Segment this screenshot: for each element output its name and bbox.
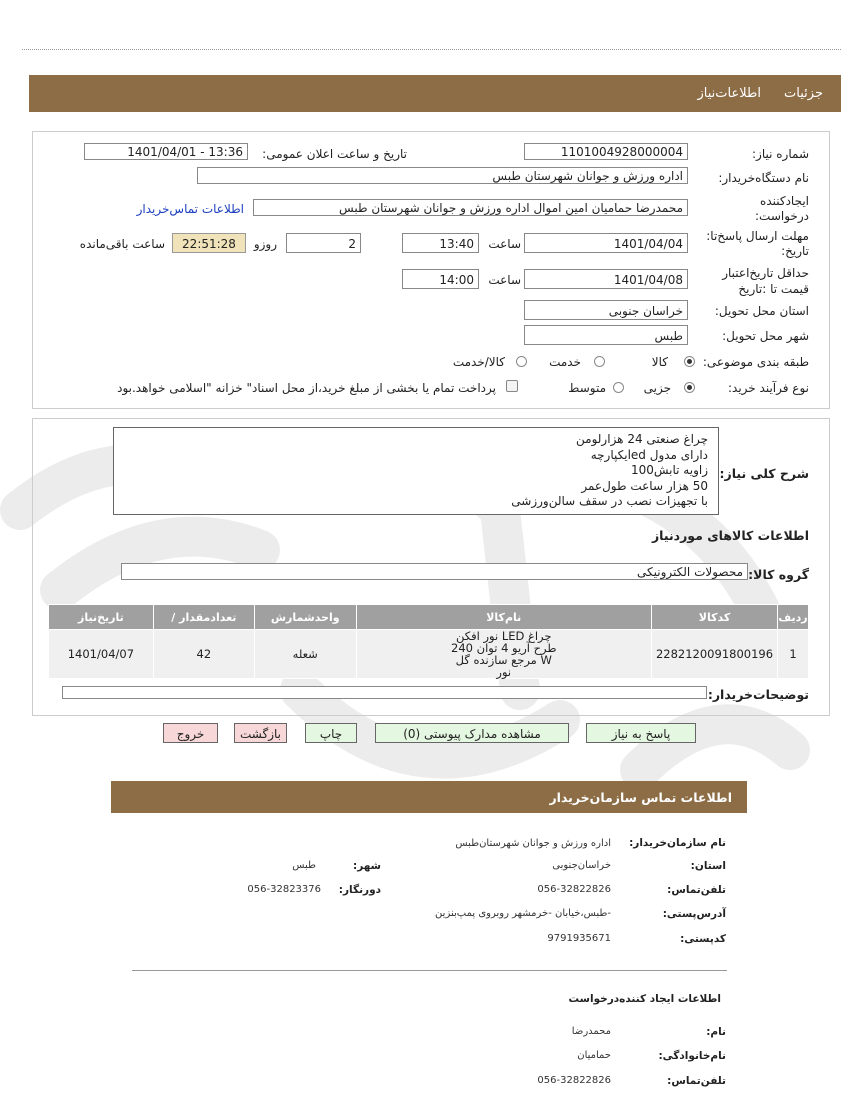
- days-label: روزو: [253, 237, 277, 251]
- province-label: استان محل تحویل:: [714, 304, 809, 318]
- deadline-label-2: تاریخ:: [781, 244, 809, 258]
- need-number-field: 1101004928000004: [524, 143, 688, 160]
- postal-label: کدپستی:: [680, 933, 726, 945]
- top-divider: [22, 49, 841, 50]
- cell-code: 2282120091800196: [651, 630, 777, 679]
- contact-divider: [132, 970, 727, 971]
- category-label: طبقه بندی موضوعی:: [702, 355, 809, 369]
- announce-field: 1401/04/01 - 13:36: [84, 143, 248, 160]
- attachments-button[interactable]: مشاهده مدارک پیوستی (0): [375, 723, 569, 743]
- process-label: نوع فرآیند خرید:: [728, 381, 809, 395]
- deadline-time-field: 13:40: [402, 233, 479, 253]
- validity-time-field: 14:00: [402, 269, 479, 289]
- buyer-field: اداره ورزش و جوانان شهرستان طبس: [197, 167, 688, 184]
- category-option-both: کالا/خدمت: [452, 355, 505, 369]
- description-label: شرح کلی نیاز:: [719, 466, 809, 481]
- treasury-checkbox[interactable]: [506, 380, 518, 392]
- org-value: اداره ورزش و جوانان شهرستان‌طبس: [455, 838, 611, 849]
- creator-phone-value: 056-32822826: [537, 1075, 611, 1086]
- phone-value: 056-32822826: [537, 884, 611, 895]
- process-option-medium: متوسط: [568, 381, 606, 395]
- buyer-notes-label: توضیحات‌خریدار:: [707, 687, 809, 702]
- process-radio-minor[interactable]: [684, 382, 695, 393]
- col-name: نام‌کالا: [356, 605, 651, 630]
- creator-family-label: نام‌خانوادگی:: [658, 1050, 726, 1062]
- city-field: طبس: [524, 325, 688, 345]
- phone-label: تلفن‌تماس:: [667, 884, 726, 896]
- validity-label-1: حداقل تاریخ‌اعتبار: [722, 266, 809, 280]
- buyer-contact-link[interactable]: اطلاعات تماس‌خریدار: [136, 202, 244, 216]
- process-option-minor: جزیی: [643, 381, 671, 395]
- org-label: نام سازمان‌خریدار:: [629, 837, 726, 849]
- print-button[interactable]: چاپ: [305, 723, 357, 743]
- contact-province-value: خراسان‌جنوبی: [552, 860, 611, 871]
- need-number-label: شماره نیاز:: [752, 147, 809, 161]
- description-line: 50 هزار ساعت طول‌عمر: [581, 478, 708, 493]
- creator-name-label: نام:: [706, 1026, 726, 1038]
- payment-note: پرداخت تمام یا بخشی از مبلغ خرید،از محل اسناد" خزانه "اسلامی خواهد.بود: [117, 381, 496, 395]
- creator-section-title: اطلاعات ایجاد کننده‌درخواست: [568, 993, 721, 1005]
- contact-city-value: طبس: [292, 860, 316, 871]
- category-radio-service[interactable]: [594, 356, 605, 367]
- remaining-label: ساعت باقی‌مانده: [79, 237, 165, 251]
- col-qty: تعدادمقدار /: [153, 605, 254, 630]
- deadline-date-field: 1401/04/04: [524, 233, 688, 253]
- cell-row: 1: [778, 630, 809, 679]
- back-button[interactable]: بازگشت: [234, 723, 287, 743]
- creator-field: محمدرضا حمامیان امین اموال اداره ورزش و جوانان شهرستان طبس: [253, 199, 688, 216]
- header-bar: [29, 75, 841, 112]
- contact-title: اطلاعات تماس سازمان‌خریدار: [549, 790, 732, 805]
- cell-unit: شعله: [254, 630, 356, 679]
- goods-section-title: اطلاعات کالاهای موردنیاز: [651, 528, 809, 543]
- col-unit: واحدشمارش: [254, 605, 356, 630]
- creator-label-1: ایجادکننده: [760, 194, 809, 208]
- category-radio-goods[interactable]: [684, 356, 695, 367]
- col-code: کدکالا: [651, 605, 777, 630]
- announce-label: تاریخ و ساعت اعلان عمومی:: [262, 147, 407, 161]
- fax-value: 056-32823376: [247, 884, 321, 895]
- category-option-service: خدمت: [549, 355, 581, 369]
- deadline-time-label: ساعت: [488, 237, 521, 251]
- cell-name: [356, 630, 651, 679]
- col-date: تاریخ‌نیاز: [49, 605, 154, 630]
- contact-province-label: استان:: [690, 860, 726, 872]
- reply-button[interactable]: پاسخ به نیاز: [586, 723, 696, 743]
- cell-date: 1401/04/07: [49, 630, 154, 679]
- col-row: ردیف: [778, 605, 809, 630]
- goods-table-header: [49, 605, 809, 630]
- description-line: دارای مدول ledیکپارچه: [590, 447, 708, 462]
- address-value: -طبس،خیابان -خرمشهر روبروی پمپ‌بنزین: [435, 908, 611, 919]
- validity-label-2: قیمت تا :تاریخ: [738, 282, 809, 296]
- buyer-label: نام دستگاه‌خریدار:: [718, 171, 809, 185]
- goods-table: [48, 604, 809, 679]
- goods-group-field: محصولات الکترونیکی: [121, 563, 748, 580]
- city-label: شهر محل تحویل:: [722, 329, 809, 343]
- fax-label: دورنگار:: [338, 884, 381, 896]
- contact-city-label: شهر:: [353, 860, 381, 872]
- days-field: 2: [286, 233, 361, 253]
- creator-phone-label: تلفن‌تماس:: [667, 1075, 726, 1087]
- tab-need-info[interactable]: اطلاعات‌نیاز: [697, 86, 761, 101]
- deadline-label-1: مهلت ارسال پاسخ‌تا:: [706, 229, 809, 243]
- process-radio-medium[interactable]: [613, 382, 624, 393]
- tab-details[interactable]: جزئیات: [784, 86, 823, 101]
- remaining-time: 22:51:28: [172, 233, 246, 253]
- contact-bar: [111, 781, 747, 813]
- address-label: آدرس‌پستی:: [662, 908, 726, 920]
- validity-date-field: 1401/04/08: [524, 269, 688, 289]
- table-row: [49, 630, 809, 679]
- cell-qty: 42: [153, 630, 254, 679]
- description-line: با تجهیزات نصب در سقف سالن‌ورزشی: [511, 494, 708, 508]
- province-field: خراسان جنوبی: [524, 300, 688, 320]
- goods-group-label: گروه کالا:: [748, 567, 809, 582]
- description-box: [113, 427, 719, 515]
- cell-name-text: چراغ LED نور افکن طرح آریو 4 توان 240 W مرجع سازنده گل نور: [451, 629, 557, 679]
- category-option-goods: کالا: [651, 355, 668, 369]
- exit-button[interactable]: خروج: [163, 723, 218, 743]
- description-line: زاویه تابش100: [630, 463, 708, 477]
- creator-label-2: درخواست:: [755, 209, 809, 223]
- validity-time-label: ساعت: [488, 273, 521, 287]
- category-radio-both[interactable]: [516, 356, 527, 367]
- buyer-notes-field: [62, 686, 707, 699]
- creator-family-value: حمامیان: [577, 1050, 611, 1061]
- description-line: چراغ صنعتی 24 هزارلومن: [576, 432, 708, 446]
- postal-value: 9791935671: [547, 933, 611, 944]
- creator-name-value: محمدرضا: [571, 1026, 611, 1037]
